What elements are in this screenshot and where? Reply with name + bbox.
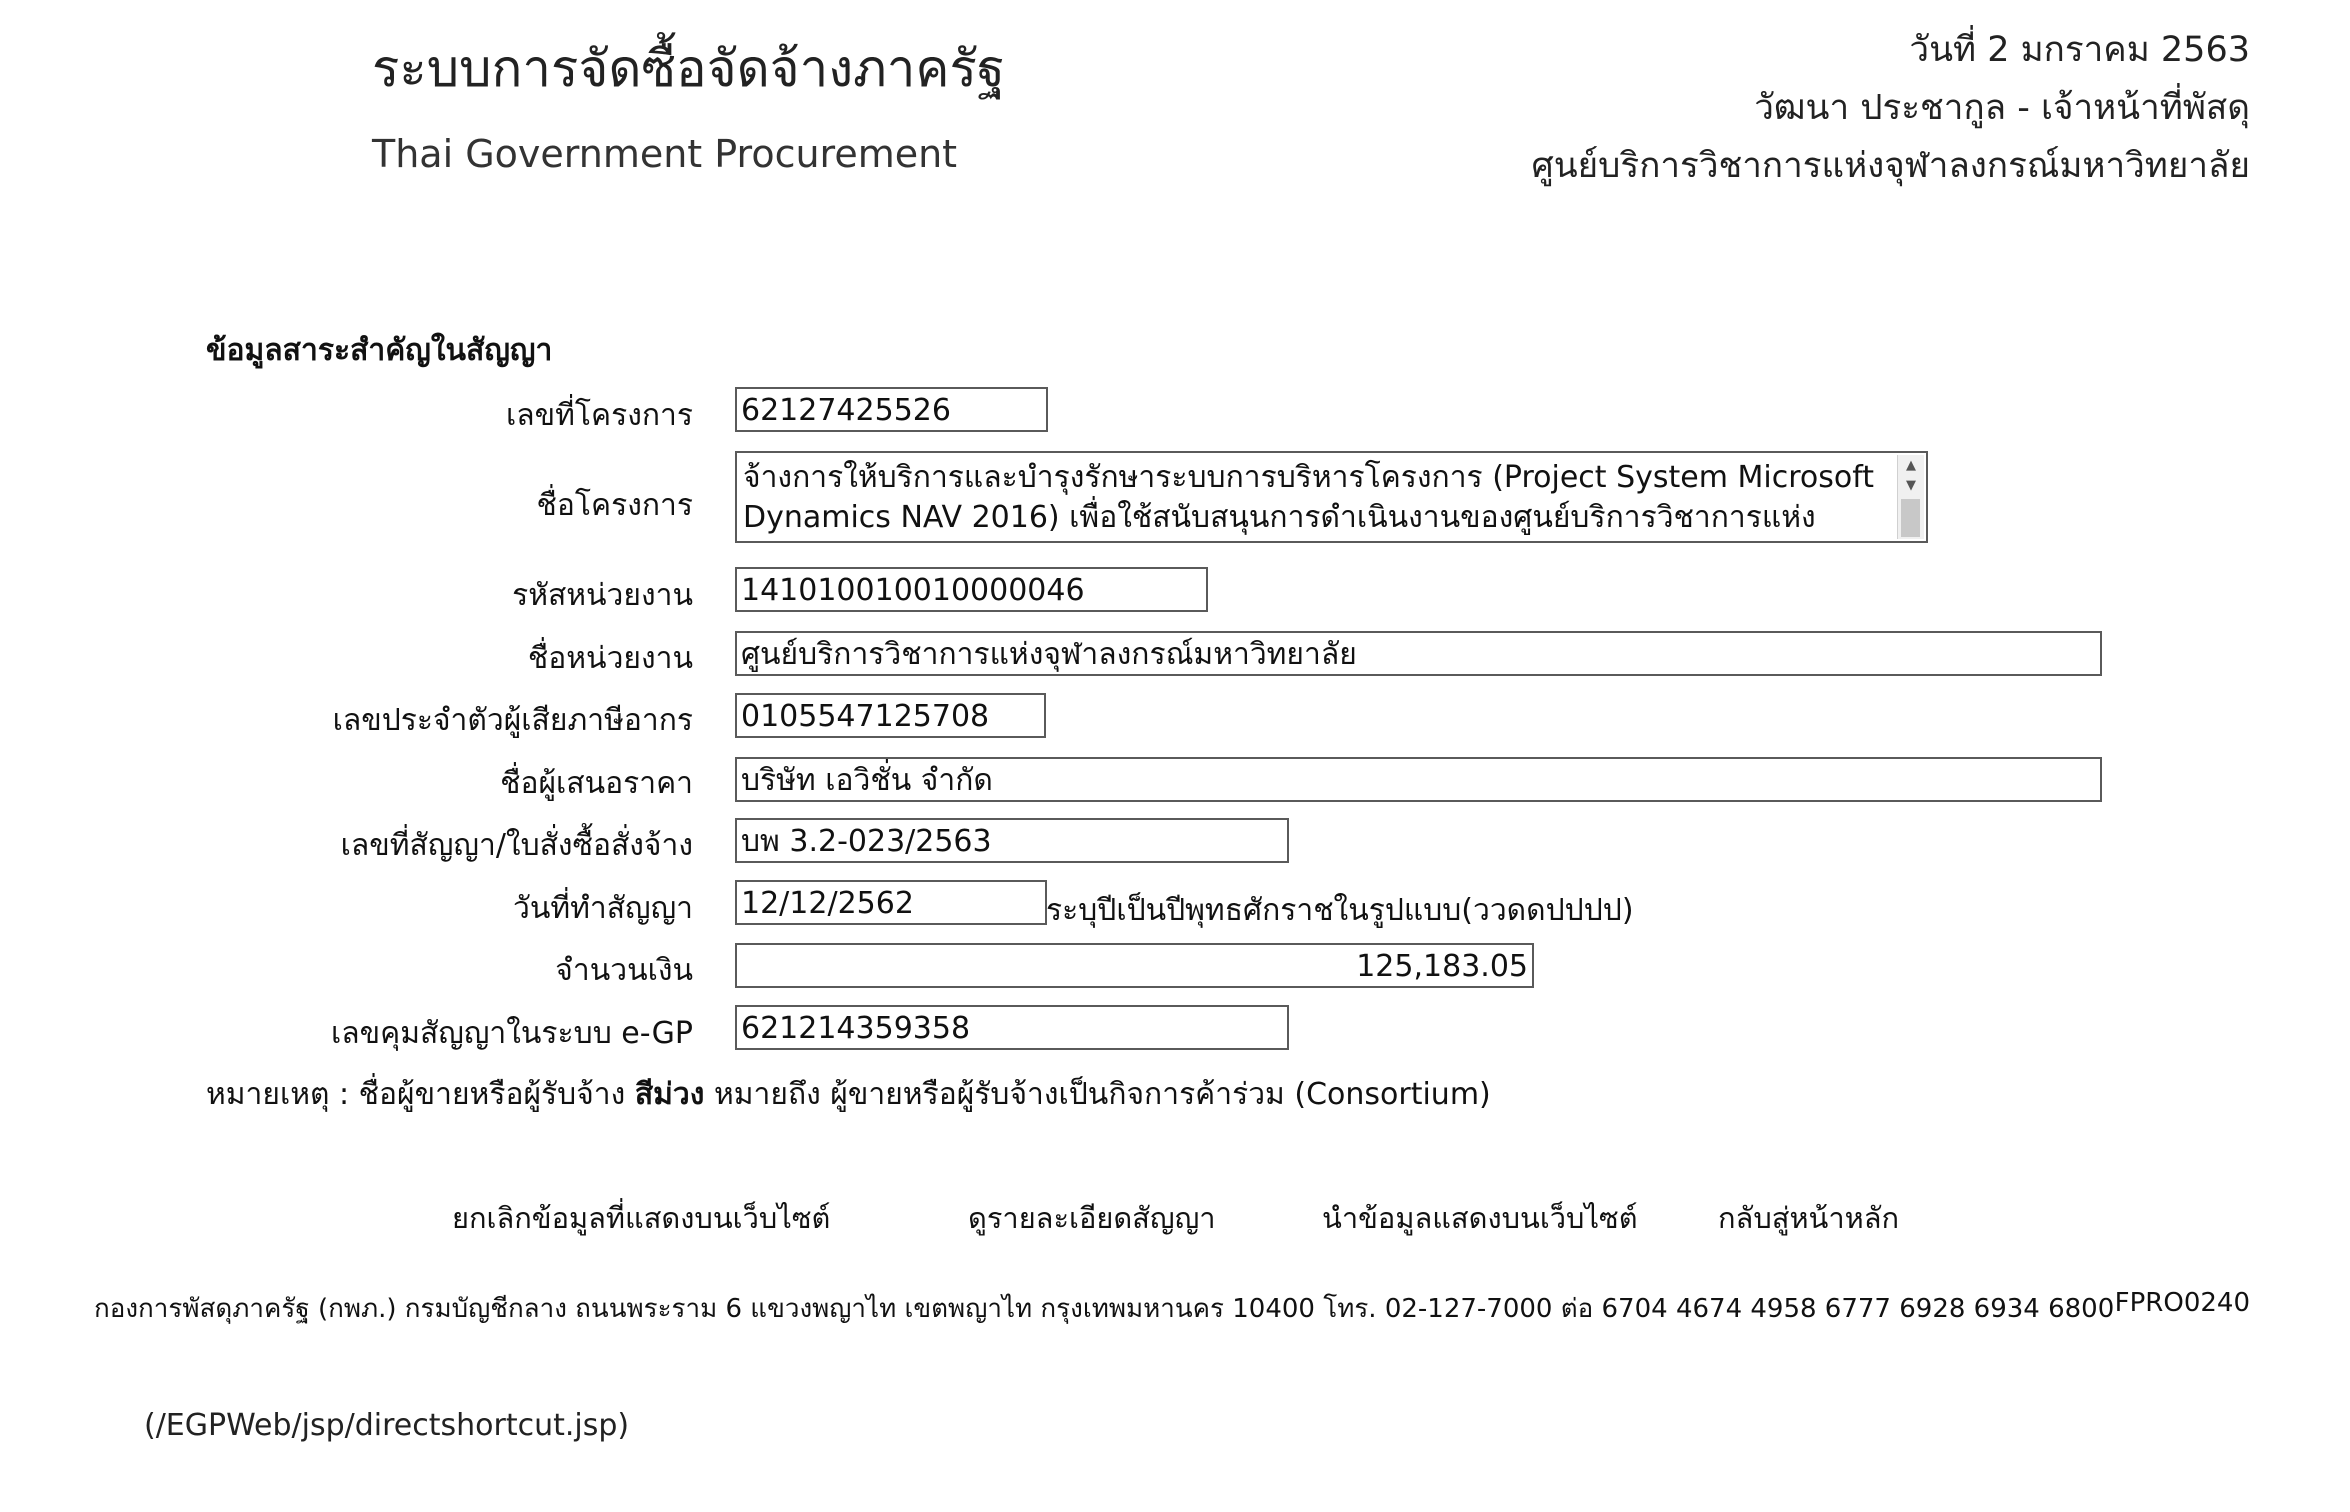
egp-no-field[interactable]: 621214359358 (735, 1005, 1289, 1050)
contract-no-field[interactable]: บพ 3.2-023/2563 (735, 818, 1289, 863)
project-no-label: เลขที่โครงการ (506, 398, 693, 433)
agency-name-field[interactable]: ศูนย์บริการวิชาการแห่งจุฬาลงกรณ์มหาวิทยาลัย (735, 631, 2102, 676)
project-name-text: จ้างการให้บริการและบำรุงรักษาระบบการบริหารโครงการ (Project System Microsoft Dynamics NAV 2016) เพื่อใช้สนับสนุนการดำเนินงานของศูนย์บริการวิชาการแห่ง (743, 460, 1875, 535)
scroll-thumb[interactable] (1901, 499, 1920, 537)
scroll-up-icon[interactable]: ▲ (1906, 458, 1916, 473)
project-no-field[interactable]: 62127425526 (735, 387, 1048, 432)
user-info: วัฒนา ประชากูล - เจ้าหน้าที่พัสดุ (1754, 88, 2250, 128)
amount-field[interactable]: 125,183.05 (735, 943, 1534, 988)
consortium-note (206, 1071, 1491, 1118)
bidder-name-field[interactable]: บริษัท เอวิชั่น จำกัด (735, 757, 2102, 802)
page-code: FPRO0240 (2114, 1288, 2250, 1318)
note-prefix: หมายเหตุ : ชื่อผู้ขายหรือผู้รับจ้าง (206, 1077, 626, 1112)
back-home-link[interactable]: กลับสู่หน้าหลัก (1718, 1201, 1900, 1235)
agency-code-field[interactable]: 141010010010000046 (735, 567, 1208, 612)
project-name-textarea[interactable] (735, 451, 1928, 543)
project-name-label: ชื่อโครงการ (536, 488, 693, 523)
contract-no-label: เลขที่สัญญา/ใบสั่งซื้อสั่งจ้าง (340, 828, 693, 863)
tax-id-field[interactable]: 0105547125708 (735, 693, 1046, 738)
organization-name: ศูนย์บริการวิชาการแห่งจุฬาลงกรณ์มหาวิทยาลัย (1531, 146, 2250, 186)
agency-name-label: ชื่อหน่วยงาน (527, 641, 693, 676)
cancel-publish-link[interactable]: ยกเลิกข้อมูลที่แสดงบนเว็บไซต์ (452, 1201, 831, 1235)
view-contract-link[interactable]: ดูรายละเอียดสัญญา (968, 1201, 1216, 1235)
contract-date-hint: ระบุปีเป็นปีพุทธศักราชในรูปแบบ(ววดดปปปป) (1046, 893, 1634, 928)
publish-link[interactable]: นำข้อมูลแสดงบนเว็บไซต์ (1322, 1201, 1638, 1235)
app-title-english: Thai Government Procurement (372, 132, 958, 176)
current-date: วันที่ 2 มกราคม 2563 (1909, 30, 2250, 70)
section-title: ข้อมูลสาระสำคัญในสัญญา (206, 333, 553, 368)
tax-id-label: เลขประจำตัวผู้เสียภาษีอากร (332, 703, 693, 738)
textarea-scrollbar[interactable] (1897, 455, 1924, 539)
app-title-thai: ระบบการจัดซื้อจัดจ้างภาครัฐ (372, 40, 1006, 99)
contract-date-label: วันที่ทำสัญญา (512, 891, 693, 926)
page-url: (/EGPWeb/jsp/directshortcut.jsp) (144, 1408, 630, 1443)
note-suffix: หมายถึง ผู้ขายหรือผู้รับจ้างเป็นกิจการค้าร่วม (Consortium) (713, 1077, 1491, 1112)
agency-code-label: รหัสหน่วยงาน (512, 578, 693, 613)
footer-address: กองการพัสดุภาครัฐ (กพภ.) กรมบัญชีกลาง ถนนพระราม 6 แขวงพญาไท เขตพญาไท กรุงเทพมหานคร 10400 โทร. 02-127-7000 ต่อ 6704 4674 4958 6777 6928 6934 6800 (94, 1294, 2115, 1324)
bidder-name-label: ชื่อผู้เสนอราคา (500, 766, 693, 801)
egp-no-label: เลขคุมสัญญาในระบบ e-GP (331, 1016, 693, 1051)
amount-label: จำนวนเงิน (555, 953, 693, 988)
contract-date-field[interactable]: 12/12/2562 (735, 880, 1047, 925)
scroll-down-icon[interactable]: ▼ (1906, 478, 1916, 493)
note-highlight: สีม่วง (634, 1077, 705, 1112)
